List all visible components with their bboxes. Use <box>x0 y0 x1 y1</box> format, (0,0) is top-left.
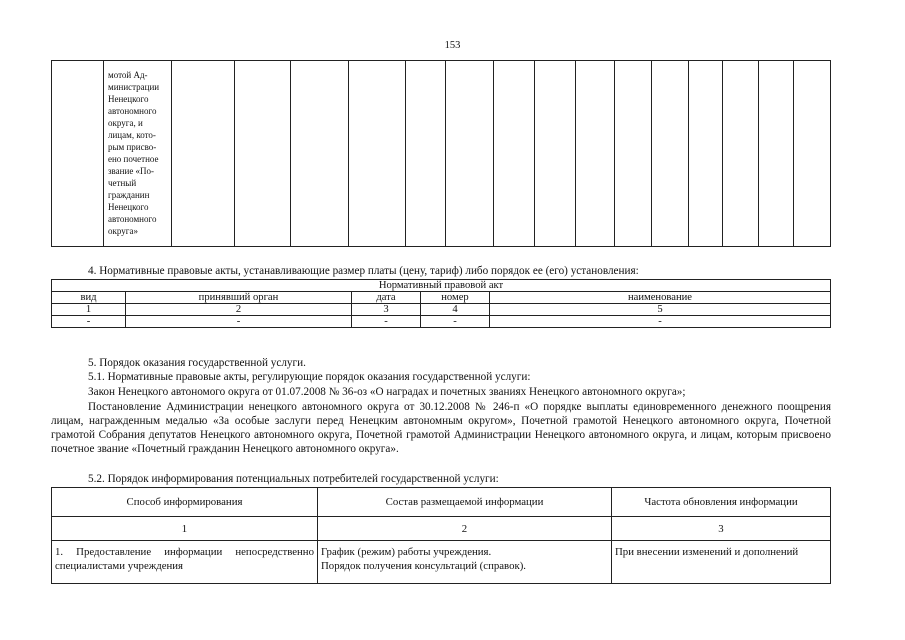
table-cell: - <box>421 316 490 328</box>
table-divider <box>348 61 349 246</box>
table-divider <box>234 61 235 246</box>
column-header: принявший орган <box>126 292 352 304</box>
table-cell: - <box>52 316 126 328</box>
table-cell-content <box>318 541 612 584</box>
table-cell-frequency: При внесении изменений и дополнений <box>612 541 831 584</box>
column-header: Способ информирования <box>52 488 318 517</box>
section-5-heading: 5. Порядок оказания государственной услуги. <box>88 357 306 369</box>
column-number: 3 <box>612 517 831 541</box>
column-number: 5 <box>490 304 831 316</box>
column-number: 2 <box>126 304 352 316</box>
section-4-heading: 4. Нормативные правовые акты, устанавливающие размер платы (цену, тариф) либо порядок ее (его) установления: <box>88 265 639 277</box>
table-divider <box>405 61 406 246</box>
table-divider <box>103 61 104 246</box>
column-header: номер <box>421 292 490 304</box>
table-cell-method: 1. Предоставление информации непосредственно специалистами учреждения <box>52 541 318 584</box>
column-header: вид <box>52 292 126 304</box>
table-divider <box>722 61 723 246</box>
table-cell: - <box>126 316 352 328</box>
table-divider <box>758 61 759 246</box>
column-number: 2 <box>318 517 612 541</box>
table-group-header: Нормативный правовой акт <box>52 280 831 292</box>
table-divider <box>290 61 291 246</box>
table-divider <box>688 61 689 246</box>
section-5-2-heading: 5.2. Порядок информирования потенциальных потребителей государственной услуги: <box>88 473 499 485</box>
normative-acts-table <box>51 279 831 328</box>
content-line: Порядок получения консультаций (справок). <box>321 560 527 572</box>
continued-table <box>51 60 831 247</box>
content-line: График (режим) работы учреждения. <box>321 546 492 558</box>
column-header: Состав размещаемой информации <box>318 488 612 517</box>
column-number: 1 <box>52 517 318 541</box>
table-divider <box>534 61 535 246</box>
table-divider <box>445 61 446 246</box>
column-number: 4 <box>421 304 490 316</box>
decree-reference: Постановление Администрации ненецкого автономного округа от 30.12.2008 № 246-п «О порядке выплаты единовременного денежного поощрения лицам, награжденным медалью «За особые заслуги перед Ненецким автономным округом», Почетной грамотой Ненецкого автономного округа, Почетной грамотой Собрания депутатов Ненецкого автономного округа, Почетной грамотой Администрации Ненецкого автономного округа, и лицам, которым присвоено почетное звание «Почетный гражданин Ненецкого автономного округа». <box>51 401 831 455</box>
table-divider <box>493 61 494 246</box>
table-divider <box>651 61 652 246</box>
column-header: Частота обновления информации <box>612 488 831 517</box>
column-number: 3 <box>352 304 421 316</box>
table-cell-text: мотой Ад- министрации Ненецкого автономного округа, и лицам, кото- рым присво- ено почетное звание «По- четный гражданин Ненецкого автономного округа» <box>108 70 160 236</box>
table-divider <box>575 61 576 246</box>
table-divider <box>614 61 615 246</box>
table-cell: - <box>352 316 421 328</box>
table-cell: - <box>490 316 831 328</box>
page-number: 153 <box>444 40 461 51</box>
law-reference: Закон Ненецкого автономого округа от 01.07.2008 № 36-оз «О наградах и почетных званиях Ненецкого автономного округа»; <box>88 386 686 398</box>
column-header: дата <box>352 292 421 304</box>
table-divider <box>793 61 794 246</box>
informing-table <box>51 487 831 584</box>
column-number: 1 <box>52 304 126 316</box>
column-header: наименование <box>490 292 831 304</box>
section-5-1-heading: 5.1. Нормативные правовые акты, регулирующие порядок оказания государственной услуги: <box>88 371 531 383</box>
